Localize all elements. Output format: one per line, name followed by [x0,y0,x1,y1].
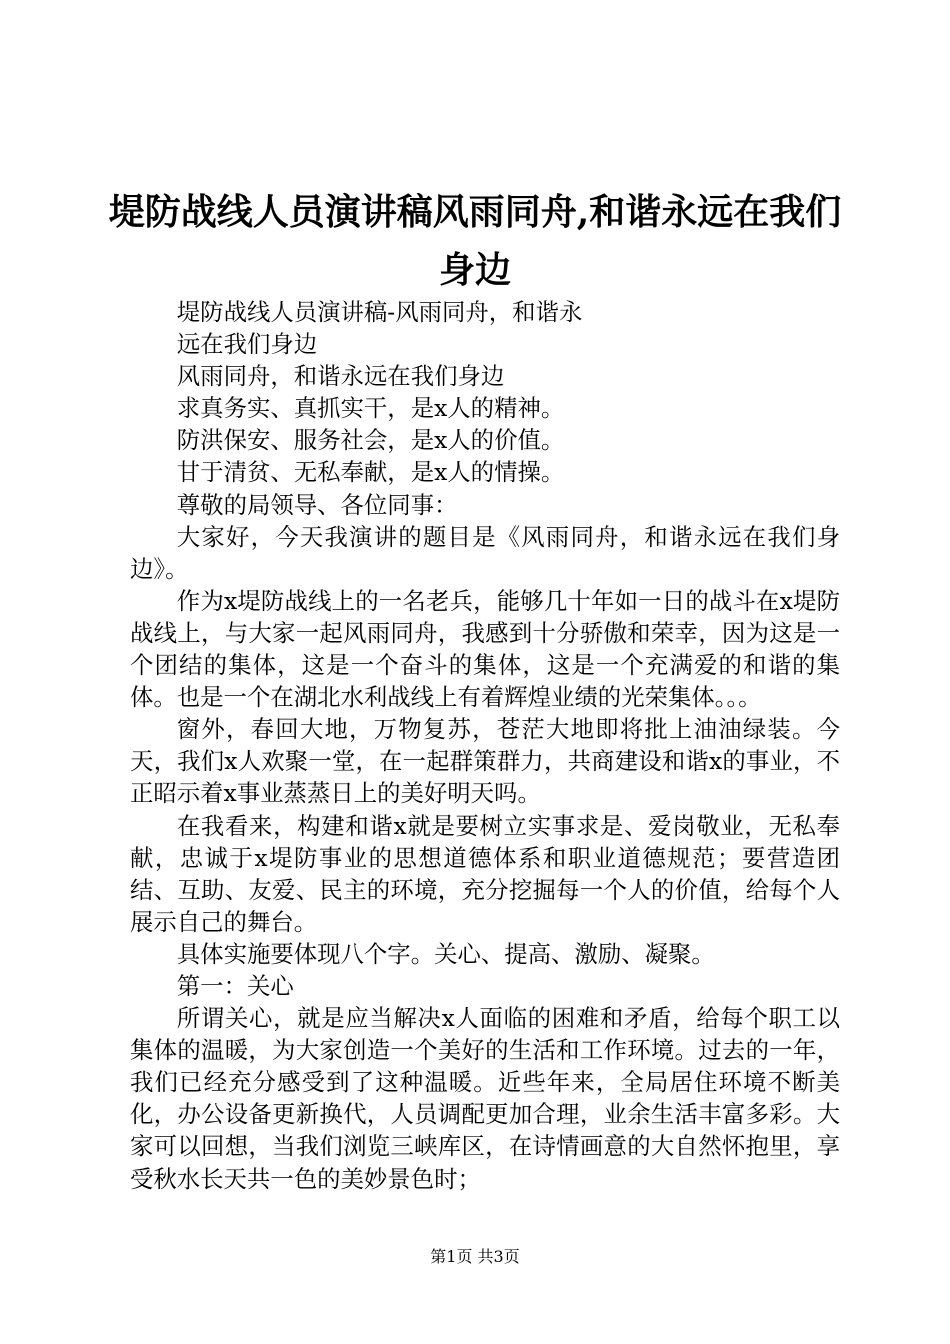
paragraph: 窗外，春回大地，万物复苏，苍茫大地即将批上油油绿装。今天，我们x人欢聚一堂，在一起群策群力，共商建设和谐x的事业，不正昭示着x事业蒸蒸日上的美好明天吗。 [130,715,840,808]
document-title: 堤防战线人员演讲稿风雨同舟,和谐永远在我们身边 [108,191,842,291]
paragraph: 求真务实、真抓实干，是x人的精神。 [176,394,565,423]
paragraph: 尊敬的局领导、各位同事： [176,490,458,519]
paragraph: 堤防战线人员演讲稿-风雨同舟，和谐永 [176,298,583,326]
paragraph: 所谓关心，就是应当解决x人面临的困难和矛盾，给每个职工以集体的温暖，为大家创造一个美好的生活和工作环境。过去的一年，我们已经充分感受到了这种温暖。近些年来，全局居住环境不断美化，办公设备更新换代，人员调配更加合理，业余生活丰富多彩。大家可以回想，当我们浏览三峡库区，在诗情画意的大自然怀抱里，享受秋水长天共一色的美妙景色时； [130,1004,840,1193]
paragraph: 大家好，今天我演讲的题目是《风雨同舟，和谐永远在我们身边》。 [130,522,840,583]
paragraph: 具体实施要体现八个字。关心、提高、激励、凝聚。 [176,939,715,968]
paragraph: 在我看来，构建和谐x就是要树立实事求是、爱岗敬业，无私奉献，忠诚于x堤防事业的思想道德体系和职业道德规范；要营造团结、互助、友爱、民主的环境，充分挖掘每一个人的价值，给每个人展示自己的舞台。 [130,811,840,936]
paragraph: 作为x堤防战线上的一名老兵，能够几十年如一日的战斗在x堤防战线上，与大家一起风雨同舟，我感到十分骄傲和荣幸，因为这是一个团结的集体，这是一个奋斗的集体，这是一个充满爱的和谐的集体。也是一个在湖北水利战线上有着辉煌业绩的光荣集体。。。 [130,586,840,712]
paragraph: 甘于清贫、无私奉献，是x人的情操。 [176,458,565,487]
paragraph: 第一：关心 [176,971,294,1000]
page-footer: 第1页 共3页 [430,1247,520,1266]
paragraph: 远在我们身边 [176,330,318,359]
paragraph: 防洪保安、服务社会，是x人的价值。 [176,426,565,455]
paragraph: 风雨同舟，和谐永远在我们身边 [176,362,505,391]
document-body [130,296,840,1195]
